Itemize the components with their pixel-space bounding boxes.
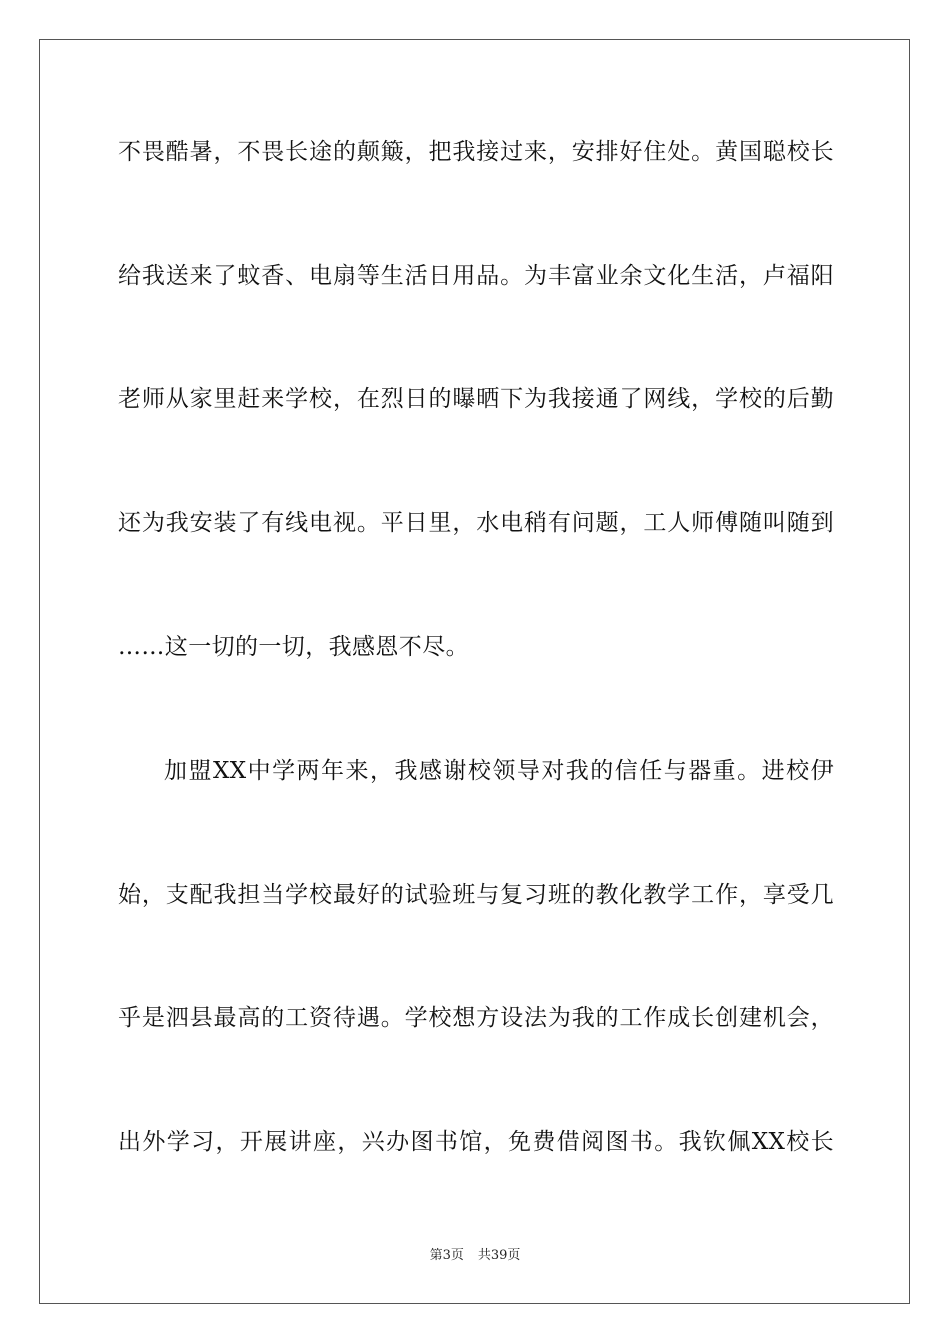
paragraph-line-4: 还为我安装了有线电视。平日里，水电稍有问题，工人师傅随叫随到 xyxy=(118,510,834,536)
paragraph-line-7: 始，支配我担当学校最好的试验班与复习班的教化教学工作，享受几 xyxy=(118,882,834,908)
paragraph-line-1: 不畏酷暑，不畏长途的颠簸，把我接过来，安排好住处。黄国聪校长 xyxy=(118,139,834,165)
page-border xyxy=(39,39,910,1304)
paragraph-line-6: 加盟XX中学两年来，我感谢校领导对我的信任与器重。进校伊 xyxy=(164,758,834,784)
paragraph-line-5: ……这一切的一切，我感恩不尽。 xyxy=(118,634,469,660)
page-number: 第3页 xyxy=(429,1248,464,1263)
page-footer xyxy=(0,1247,950,1265)
paragraph-line-9: 出外学习，开展讲座，兴办图书馆，免费借阅图书。我钦佩XX校长 xyxy=(118,1129,834,1155)
paragraph-line-8: 乎是泗县最高的工资待遇。学校想方设法为我的工作成长创建机会， xyxy=(118,1005,834,1031)
page-total: 共39页 xyxy=(477,1248,521,1263)
paragraph-line-2: 给我送来了蚊香、电扇等生活日用品。为丰富业余文化生活，卢福阳 xyxy=(118,263,834,289)
paragraph-line-3: 老师从家里赶来学校，在烈日的曝晒下为我接通了网线，学校的后勤 xyxy=(118,386,834,412)
